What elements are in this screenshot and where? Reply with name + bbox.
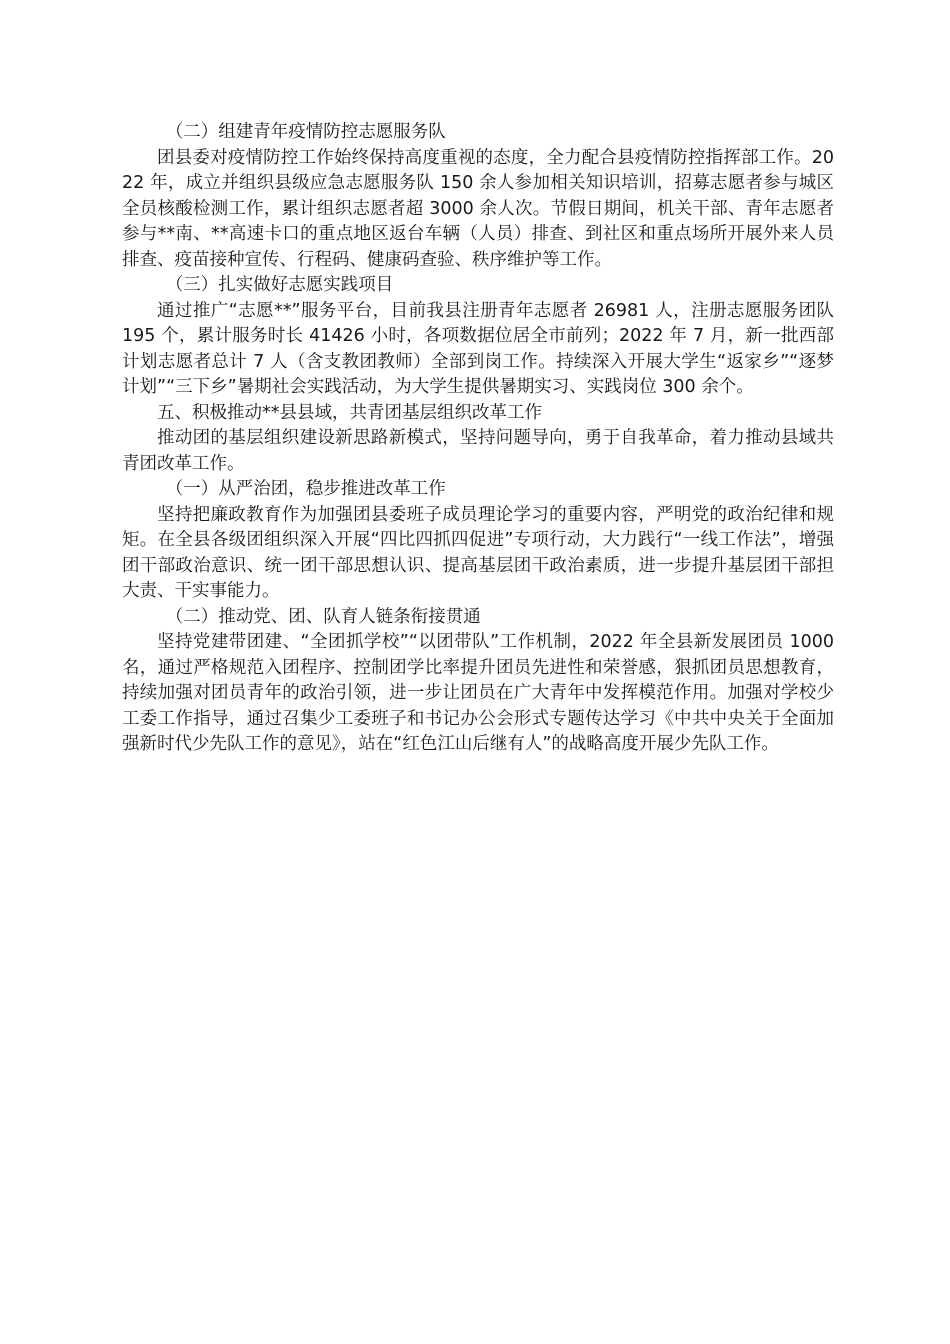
- subsection-heading-education-chain: （二）推动党、团、队育人链条衔接贯通: [165, 606, 481, 627]
- subsection-heading-strict-governance: （一）从严治团，稳步推进改革工作: [165, 479, 446, 499]
- paragraph-integrity-education: 坚持把廉政教育作为加强团县委班子成员理论学习的重要内容，严明党的政治纪律和规矩。在全县各级团组织深入开展“四比四抓四促进”专项行动，大力践行“一线工作法”，增强团干部政治意识、统一团干部思想认识、提高基层团干政治素质，进一步提升基层团干部担大责、干实事能力。: [122, 504, 834, 601]
- subsection-heading-volunteer-team: （二）组建青年疫情防控志愿服务队: [165, 122, 446, 142]
- paragraph-party-league-pioneers: 坚持党建带团建、“全团抓学校”“以团带队”工作机制，2022 年全县新发展团员 1000 名，通过严格规范入团程序、控制团学比率提升团员先进性和荣誉感，狠抓团员思想教育，持续加强对团员青年的政治引领，进一步让团员在广大青年中发挥模范作用。加强对学校少工委工作指导，通过召集少工委班子和书记办公会形式专题传达学习《中共中央关于全面加强新时代少先队工作的意见》，站在“红色江山后继有人”的战略高度开展少先队工作。: [122, 632, 834, 754]
- paragraph-reform-intro: 推动团的基层组织建设新思路新模式，坚持问题导向，勇于自我革命，着力推动县域共青团改革工作。: [122, 428, 834, 474]
- section-heading-reform: 五、积极推动**县县域，共青团基层组织改革工作: [157, 402, 542, 423]
- paragraph-epidemic-volunteers: 团县委对疫情防控工作始终保持高度重视的态度，全力配合县疫情防控指挥部工作。2022 年，成立并组织县级应急志愿服务队 150 余人参加相关知识培训，招募志愿者参与城区全员核酸检测工作，累计组织志愿者超 3000 余人次。节假日期间，机关干部、青年志愿者参与**南、**高速卡口的重点地区返台车辆（人员）排查、到社区和重点场所开展外来人员排查、疫苗接种宣传、行程码、健康码查验、秩序维护等工作。: [122, 147, 834, 270]
- paragraph-volunteer-platform: 通过推广“志愿**”服务平台，目前我县注册青年志愿者 26981 人，注册志愿服务团队 195 个，累计服务时长 41426 小时，各项数据位居全市前列；2022 年 7 月，新一批西部计划志愿者总计 7 人（含支教团教师）全部到岗工作。持续深入开展大学生“返家乡”“逐梦计划”“三下乡”暑期社会实践活动，为大学生提供暑期实习、实践岗位 300 余个。: [122, 300, 834, 397]
- subsection-heading-volunteer-projects: （三）扎实做好志愿实践项目: [165, 275, 394, 295]
- document-body: [122, 120, 834, 758]
